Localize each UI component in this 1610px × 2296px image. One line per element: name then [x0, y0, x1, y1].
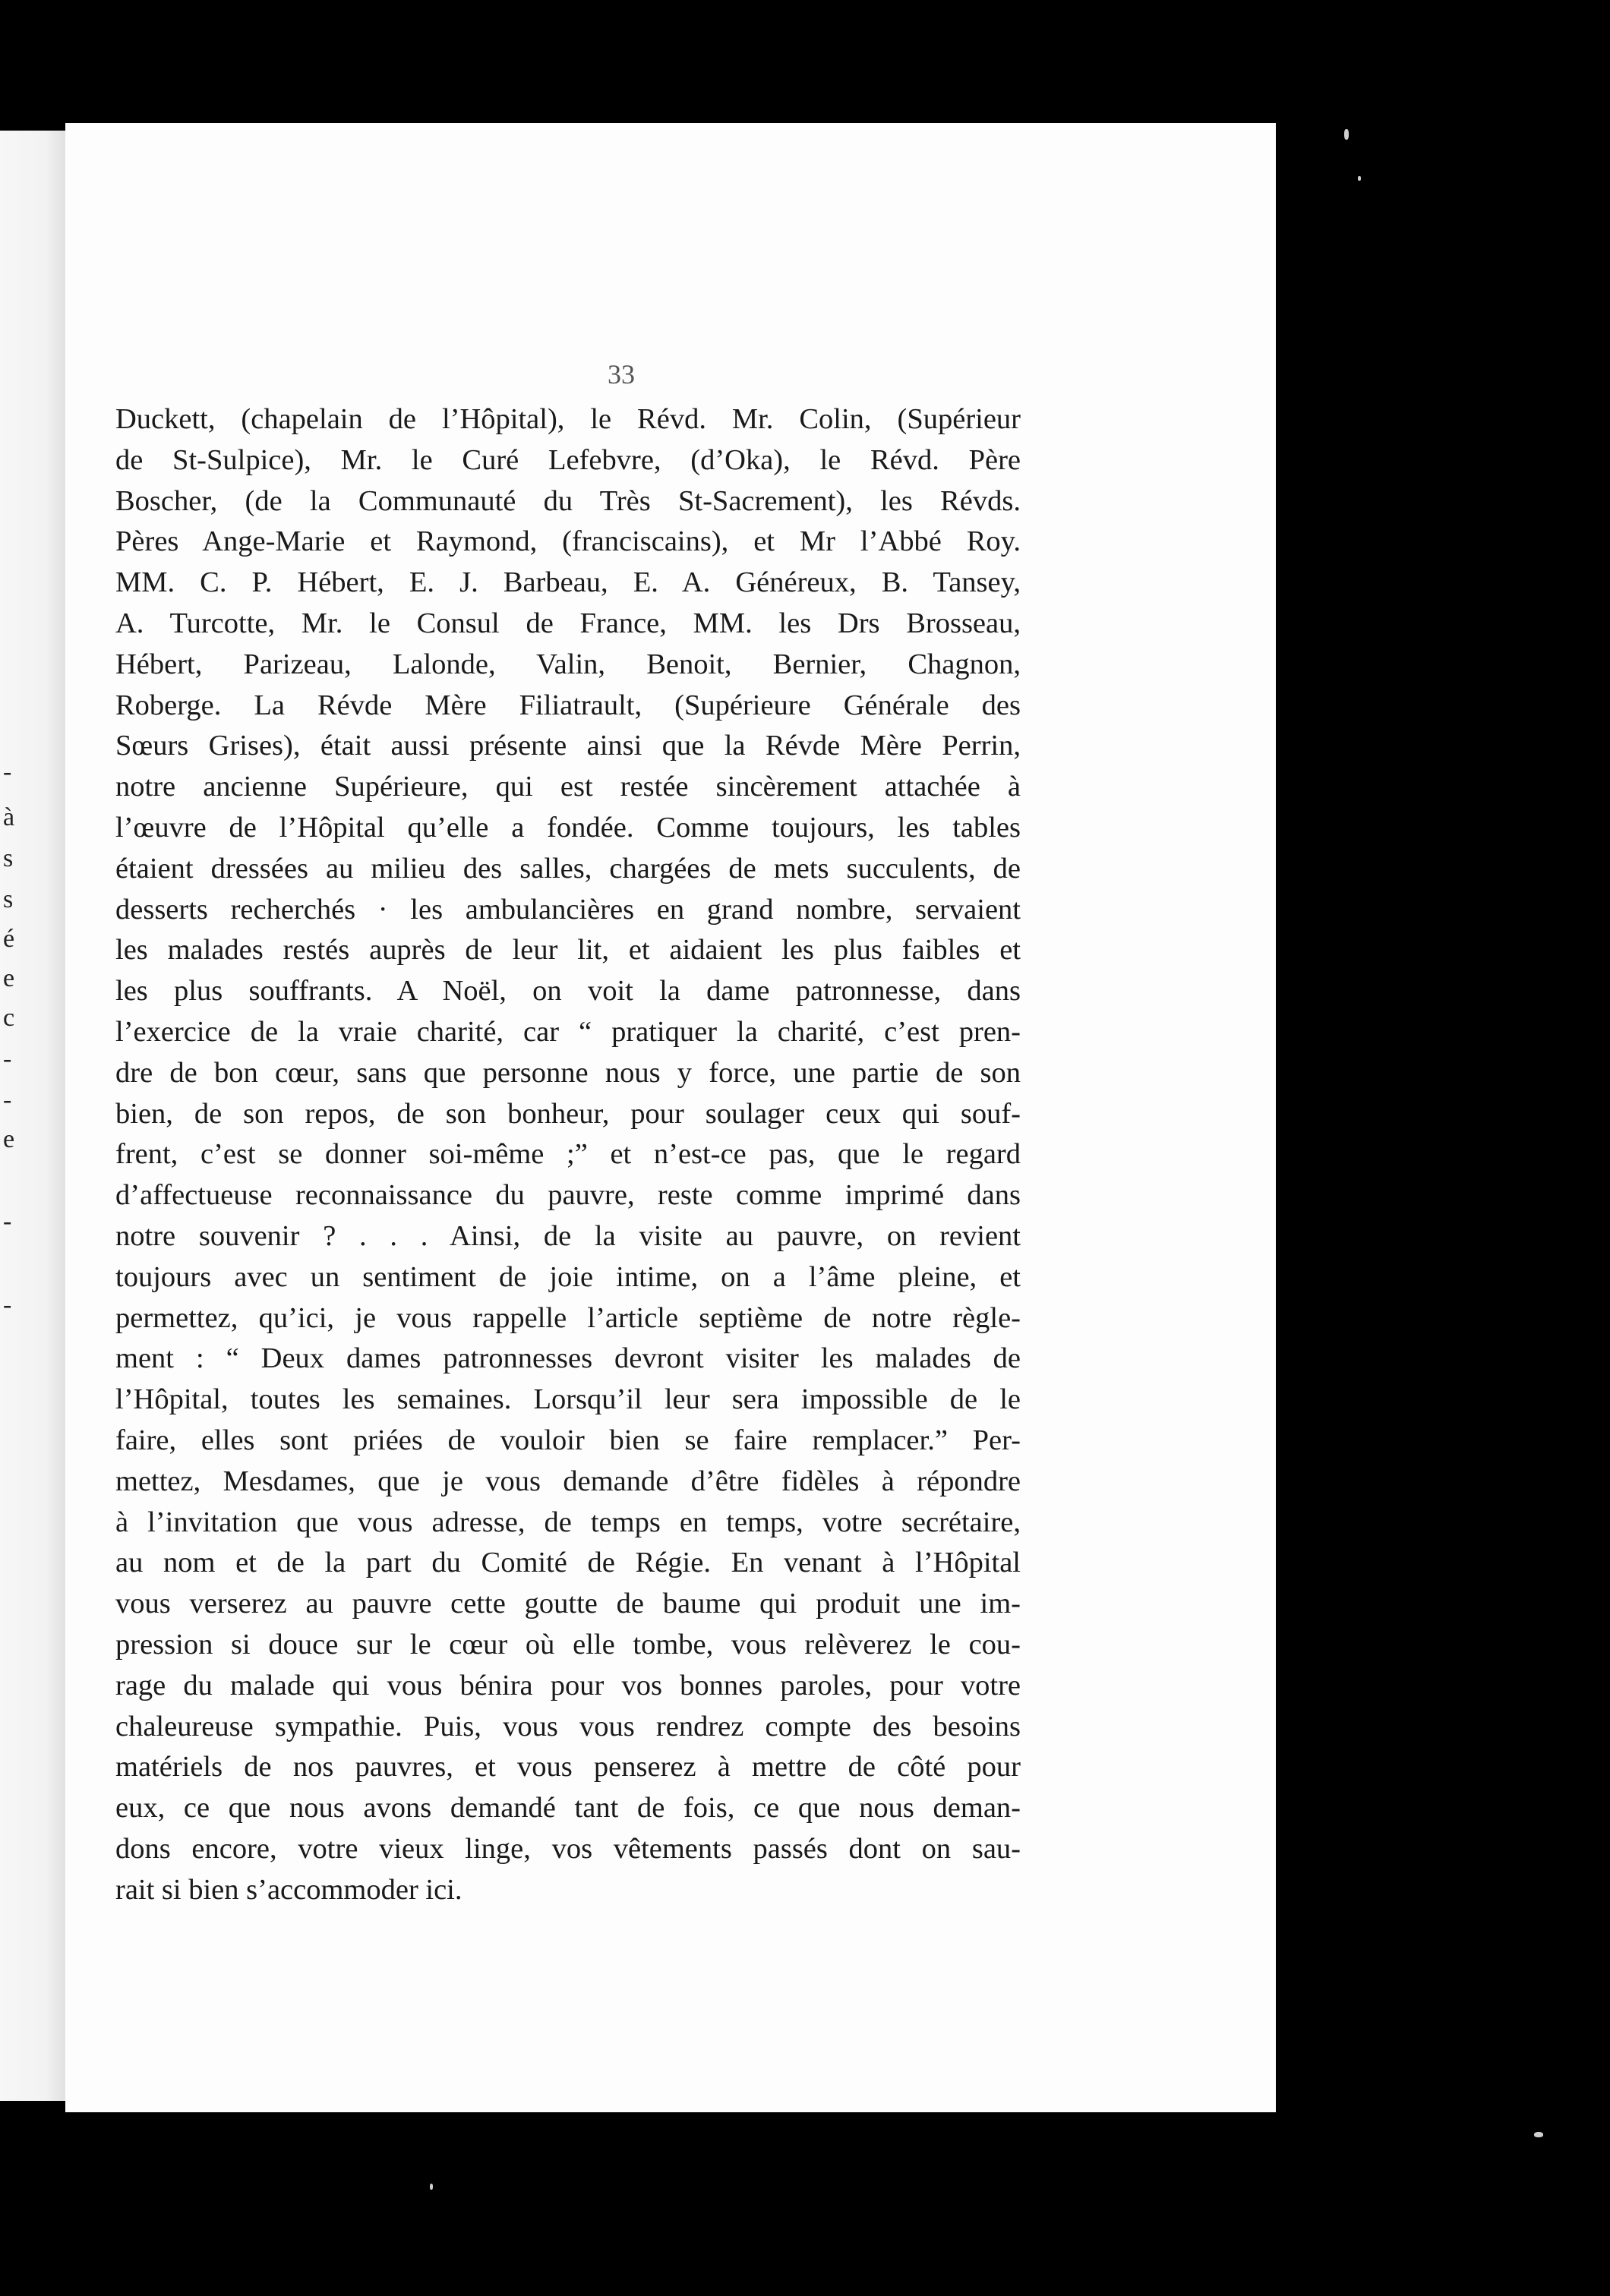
body-text: [115, 399, 1021, 1910]
left-page-fragment: é: [3, 925, 15, 953]
text-line: à l’invitation que vous adresse, de temps en temps, votre secrétaire,: [115, 1506, 1021, 1538]
text-line: d’affectueuse reconnaissance du pauvre, reste comme imprimé dans: [115, 1179, 1021, 1212]
left-page-fragment: -: [3, 758, 12, 786]
text-line: l’Hôpital, toutes les semaines. Lorsqu’il leur sera impossible de le: [115, 1383, 1021, 1416]
text-line: de St-Sulpice), Mr. le Curé Lefebvre, (d’Oka), le Révd. Père: [115, 443, 1021, 476]
text-line: toujours avec un sentiment de joie intime, on a l’âme pleine, et: [115, 1260, 1021, 1293]
text-line: Boscher, (de la Communauté du Très St-Sacrement), les Révds.: [115, 484, 1021, 517]
text-line: desserts recherchés · les ambulancières en grand nombre, servaient: [115, 893, 1021, 926]
text-line: notre souvenir ? . . . Ainsi, de la visite au pauvre, on revient: [115, 1219, 1021, 1252]
left-page-fragment: e: [3, 1125, 15, 1153]
text-line: vous verserez au pauvre cette goutte de baume qui produit une im-: [115, 1588, 1021, 1620]
text-line: étaient dressées au milieu des salles, chargées de mets succulents, de: [115, 852, 1021, 885]
text-line: les plus souffrants. A Noël, on voit la dame patronnesse, dans: [115, 975, 1021, 1008]
text-line: Roberge. La Révde Mère Filiatrault, (Supérieure Générale des: [115, 689, 1021, 721]
left-page-fragment: -: [3, 1207, 12, 1235]
left-page-fragment: s: [3, 885, 14, 913]
text-line: matériels de nos pauvres, et vous penserez à mettre de côté pour: [115, 1751, 1021, 1784]
text-line: l’exercice de la vraie charité, car “ pratiquer la charité, c’est pren-: [115, 1015, 1021, 1048]
text-line: l’œuvre de l’Hôpital qu’elle a fondée. Comme toujours, les tables: [115, 811, 1021, 844]
left-page-fragment: c: [3, 1004, 15, 1032]
text-line: mettez, Mesdames, que je vous demande d’être fidèles à répondre: [115, 1465, 1021, 1497]
text-line: pression si douce sur le cœur où elle tombe, vous relèverez le cou-: [115, 1628, 1021, 1660]
text-line: bien, de son repos, de son bonheur, pour soulager ceux qui souf-: [115, 1097, 1021, 1130]
dust-speck: [430, 2184, 433, 2190]
page-number: 33: [608, 359, 635, 390]
text-line: Duckett, (chapelain de l’Hôpital), le Révd. Mr. Colin, (Supérieur: [115, 403, 1021, 435]
text-line: faire, elles sont priées de vouloir bien se faire remplacer.” Per-: [115, 1424, 1021, 1456]
left-page-fragment: s: [3, 844, 14, 872]
text-line: frent, c’est se donner soi-même ;” et n’est-ce pas, que le regard: [115, 1138, 1021, 1171]
text-line: A. Turcotte, Mr. le Consul de France, MM. les Drs Brosseau,: [115, 607, 1021, 639]
left-page-fragment: -: [3, 1291, 12, 1319]
text-line: ment : “ Deux dames patronnesses devront visiter les malades de: [115, 1342, 1021, 1375]
text-line: notre ancienne Supérieure, qui est restée sincèrement attachée à: [115, 771, 1021, 803]
text-line: les malades restés auprès de leur lit, et aidaient les plus faibles et: [115, 934, 1021, 967]
dust-speck: [1344, 129, 1349, 140]
text-line: Sœurs Grises), était aussi présente ainsi que la Révde Mère Perrin,: [115, 730, 1021, 762]
text-line: rage du malade qui vous bénira pour vos bonnes paroles, pour votre: [115, 1669, 1021, 1702]
left-page-fragment: -: [3, 1086, 12, 1114]
dust-speck: [1534, 2132, 1543, 2137]
text-line: eux, ce que nous avons demandé tant de fois, ce que nous deman-: [115, 1792, 1021, 1824]
text-line: rait si bien s’accommoder ici.: [115, 1873, 462, 1906]
book-page: [65, 123, 1276, 2112]
left-page-fragment: à: [3, 803, 15, 831]
text-line: dre de bon cœur, sans que personne nous y force, une partie de son: [115, 1056, 1021, 1089]
text-line: MM. C. P. Hébert, E. J. Barbeau, E. A. Généreux, B. Tansey,: [115, 566, 1021, 599]
text-line: chaleureuse sympathie. Puis, vous vous rendrez compte des besoins: [115, 1710, 1021, 1742]
text-line: Pères Ange-Marie et Raymond, (franciscains), et Mr l’Abbé Roy.: [115, 525, 1021, 558]
left-page-fragment: -: [3, 1045, 12, 1073]
text-line: permettez, qu’ici, je vous rappelle l’article septième de notre règle-: [115, 1301, 1021, 1334]
text-line: au nom et de la part du Comité de Régie. En venant à l’Hôpital: [115, 1547, 1021, 1579]
text-line: dons encore, votre vieux linge, vos vêtements passés dont on sau-: [115, 1832, 1021, 1865]
text-line: Hébert, Parizeau, Lalonde, Valin, Benoit, Bernier, Chagnon,: [115, 648, 1021, 680]
left-page-fragment: e: [3, 964, 15, 992]
dust-speck: [1358, 176, 1361, 181]
